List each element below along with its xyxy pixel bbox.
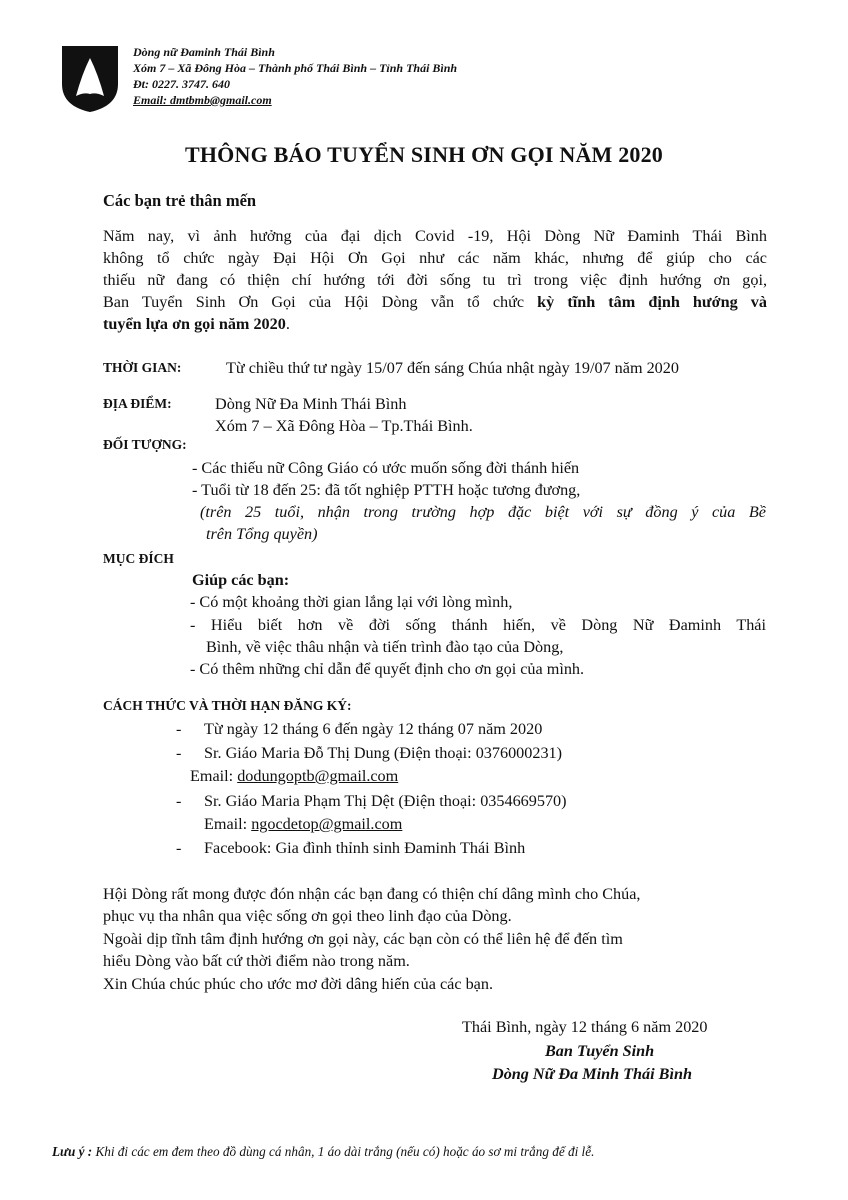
- purpose-item-2-cont: Bình, về việc thâu nhận và tiến trình đào tạo của Dòng,: [206, 638, 564, 656]
- intro-line-4-text: Ban Tuyển Sinh Ơn Gọi của Hội Dòng vẫn tổ chức: [103, 293, 538, 311]
- page-title: THÔNG BÁO TUYỂN SINH ƠN GỌI NĂM 2020: [184, 142, 663, 167]
- place-label: ĐỊA ĐIỂM:: [103, 396, 172, 411]
- closing-line-3: Ngoài dịp tĩnh tâm định hướng ơn gọi này, các bạn còn có thể liên hệ để đến tìm: [103, 930, 623, 948]
- intro-line-4-bold: kỳ tĩnh tâm định hướng và: [537, 293, 767, 311]
- org-phone: Đt: 0227. 3747. 640: [133, 77, 230, 91]
- registration-label: CÁCH THỨC VÀ THỜI HẠN ĐĂNG KÝ:: [103, 698, 352, 713]
- place-line-2: Xóm 7 – Xã Đông Hòa – Tp.Thái Bình.: [215, 417, 473, 435]
- footer-label: Lưu ý :: [52, 1144, 93, 1159]
- purpose-subhead: Giúp các bạn:: [192, 571, 290, 589]
- registration-dash-1: -: [176, 720, 182, 738]
- target-item-1: - Các thiếu nữ Công Giáo có ước muốn sống đời thánh hiến: [192, 459, 580, 477]
- footer-note: [52, 1144, 594, 1160]
- signature-date: Thái Bình, ngày 12 tháng 6 năm 2020: [462, 1018, 708, 1036]
- registration-dash-2: -: [176, 744, 182, 762]
- email-1-link[interactable]: dodungoptb@gmail.com: [237, 767, 399, 785]
- time-value: Từ chiều thứ tư ngày 15/07 đến sáng Chúa nhật ngày 19/07 năm 2020: [226, 359, 679, 377]
- purpose-item-3: - Có thêm những chỉ dẫn để quyết định cho ơn gọi của mình.: [190, 660, 585, 678]
- time-label: THỜI GIAN:: [103, 360, 182, 375]
- signature-line-2: Dòng Nữ Đa Minh Thái Bình: [492, 1065, 692, 1083]
- target-note-2: trên Tổng quyền): [206, 525, 318, 543]
- closing-line-4: hiểu Dòng vào bất cứ thời điểm nào trong năm.: [103, 952, 410, 970]
- intro-line-1: Năm nay, vì ảnh hưởng của đại dịch Covid -19, Hội Dòng Nữ Đaminh Thái Bình: [103, 227, 767, 245]
- registration-item-1: Từ ngày 12 tháng 6 đến ngày 12 tháng 07 năm 2020: [204, 720, 543, 738]
- target-item-2: - Tuổi từ 18 đến 25: đã tốt nghiệp PTTH hoặc tương đương,: [192, 481, 581, 499]
- intro-line-2: không tổ chức ngày Đại Hội Ơn Gọi như các năm khác, nhưng để giúp cho các: [103, 249, 767, 267]
- intro-line-4: [103, 291, 767, 313]
- purpose-item-1: - Có một khoảng thời gian lắng lại với lòng mình,: [190, 593, 513, 611]
- registration-item-2: Sr. Giáo Maria Đỗ Thị Dung (Điện thoại: 0376000231): [204, 744, 563, 762]
- footer-text: Khi đi các em đem theo đồ dùng cá nhân, 1 áo dài trắng (nếu có) hoặc áo sơ mi trắng để đi lễ.: [92, 1144, 595, 1159]
- target-label: ĐỐI TƯỢNG:: [103, 437, 187, 452]
- email-2-link[interactable]: ngocdetop@gmail.com: [251, 815, 403, 833]
- registration-dash-4: -: [176, 839, 182, 857]
- letterhead: [133, 44, 457, 108]
- intro-line-5-end: .: [285, 315, 290, 333]
- org-name: Dòng nữ Đaminh Thái Bình: [133, 45, 275, 59]
- org-address: Xóm 7 – Xã Đông Hòa – Thành phố Thái Bình – Tỉnh Thái Bình: [133, 61, 458, 75]
- signature-line-1: Ban Tuyển Sinh: [545, 1042, 655, 1060]
- registration-email-1-row: [190, 765, 398, 787]
- org-email: Email: dmtbmb@gmail.com: [133, 93, 272, 107]
- congregation-logo-icon: [60, 44, 120, 114]
- closing-line-1: Hội Dòng rất mong được đón nhận các bạn đang có thiện chí dâng mình cho Chúa,: [103, 885, 641, 903]
- intro-line-5: [103, 313, 290, 335]
- greeting: Các bạn trẻ thân mến: [103, 191, 257, 210]
- purpose-label: MỤC ĐÍCH: [103, 551, 174, 566]
- target-note-1: (trên 25 tuổi, nhận trong trường hợp đặc biệt với sự đồng ý của Bề: [200, 503, 766, 521]
- closing-line-2: phục vụ tha nhân qua việc sống ơn gọi theo linh đạo của Dòng.: [103, 907, 512, 925]
- email-1-label: Email:: [190, 767, 238, 785]
- registration-email-2-row: [204, 813, 402, 835]
- intro-line-3: thiếu nữ đang có thiện chí hướng tới đời sống tu trì trong việc định hướng ơn gọi,: [103, 271, 767, 289]
- registration-item-4: Facebook: Gia đình thỉnh sinh Đaminh Thái Bình: [204, 839, 526, 857]
- registration-dash-3: -: [176, 792, 182, 810]
- place-line-1: Dòng Nữ Đa Minh Thái Bình: [215, 395, 407, 413]
- email-2-label: Email:: [204, 815, 252, 833]
- purpose-item-2: - Hiểu biết hơn về đời sống thánh hiến, về Dòng Nữ Đaminh Thái: [190, 616, 766, 634]
- closing-line-5: Xin Chúa chúc phúc cho ước mơ đời dâng hiến của các bạn.: [103, 975, 494, 993]
- registration-item-3: Sr. Giáo Maria Phạm Thị Dệt (Điện thoại: 0354669570): [204, 792, 567, 810]
- intro-line-5-bold: tuyển lựa ơn gọi năm 2020: [103, 315, 286, 333]
